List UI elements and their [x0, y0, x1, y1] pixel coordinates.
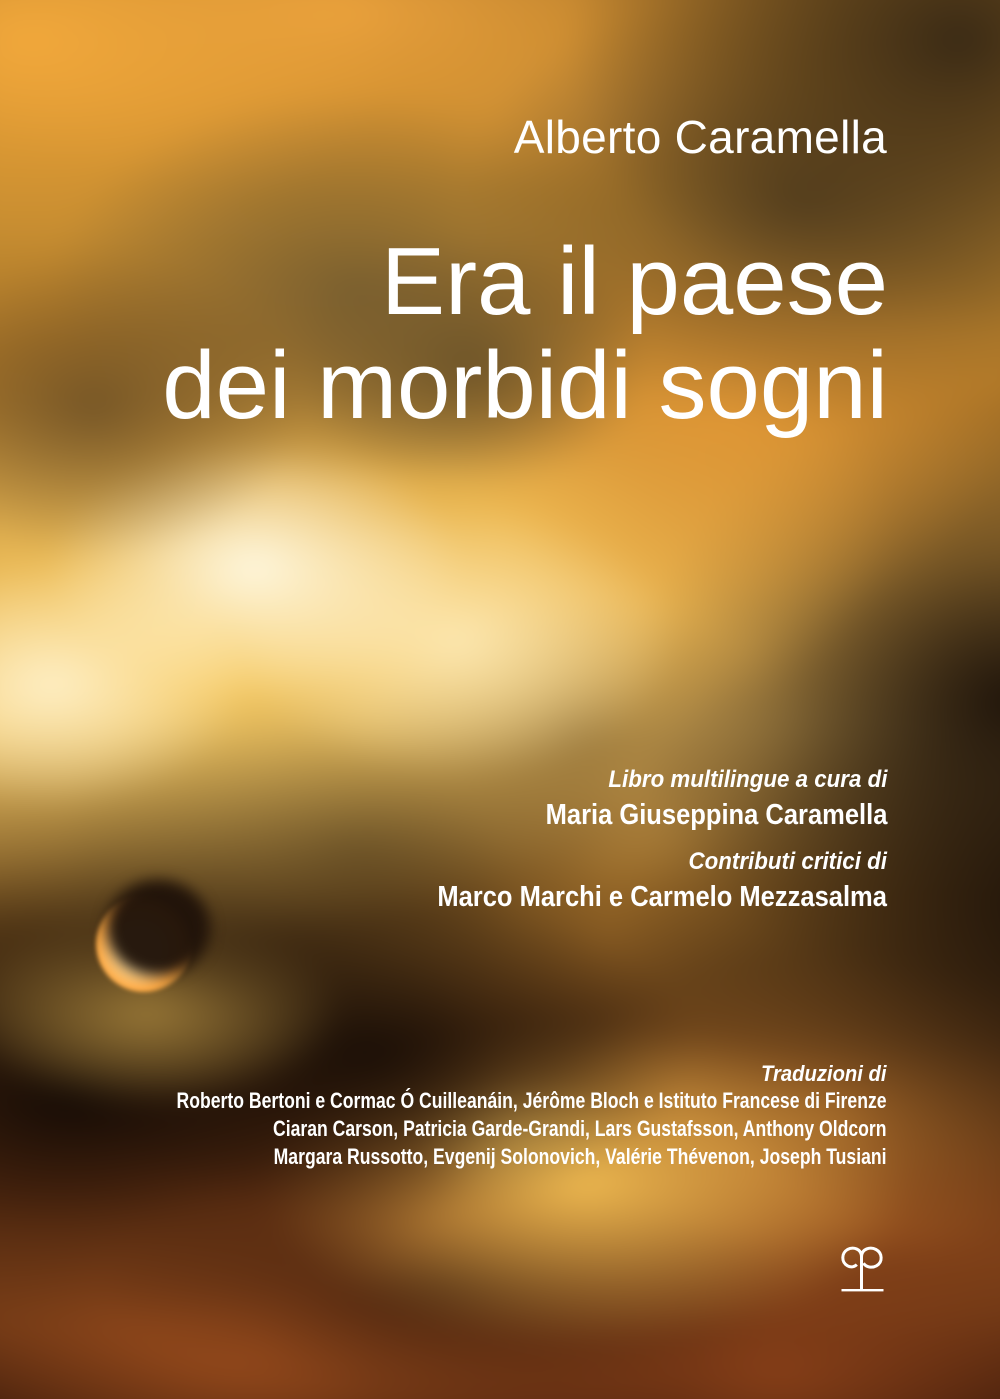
critics-credit-label: Contributi critici di — [688, 848, 887, 875]
sun-disc — [96, 896, 192, 992]
publisher-logo-icon — [839, 1243, 887, 1293]
translators-line: Roberto Bertoni e Cormac Ó Cuilleanáin, Jérôme Bloch e Istituto Francese di Firenze — [176, 1088, 887, 1113]
translators-line: Ciaran Carson, Patricia Garde-Grandi, Lars Gustafsson, Anthony Oldcorn — [273, 1116, 887, 1141]
critics-credit-names: Marco Marchi e Carmelo Mezzasalma — [437, 881, 887, 913]
book-title-line-2: dei morbidi sogni — [162, 331, 888, 439]
editor-credit-name: Maria Giuseppina Caramella — [545, 799, 887, 831]
critics-credit — [376, 845, 887, 915]
author-name: Alberto Caramella — [513, 111, 887, 163]
translators-credit — [0, 1060, 887, 1171]
sun-cloud-shadow — [106, 880, 210, 976]
translators-credit-label: Traduzioni di — [761, 1061, 887, 1086]
editor-credit — [499, 763, 887, 833]
book-title — [162, 230, 888, 437]
book-title-line-1: Era il paese — [381, 228, 888, 335]
translators-line: Margara Russotto, Evgenij Solonovich, Valérie Thévenon, Joseph Tusiani — [274, 1144, 887, 1169]
editor-credit-label: Libro multilingue a cura di — [607, 766, 887, 793]
